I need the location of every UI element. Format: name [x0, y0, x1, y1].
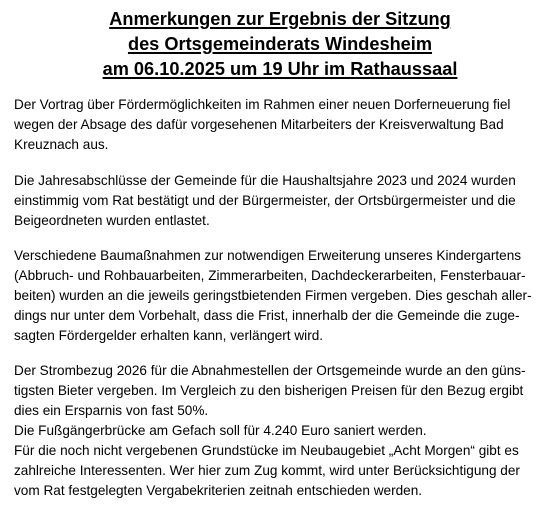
text-line: Kreuznach aus.	[14, 137, 109, 152]
text-line: dings nur unter dem Vorbehalt, dass die Frist, innerhalb der die Gemeinde die zuge-	[14, 308, 520, 323]
document-title	[0, 7, 560, 82]
text-line: Beigeordneten wurden entlastet.	[14, 213, 210, 228]
text-line: Der Strombezug 2026 für die Abnahmestellen der Ortsgemeinde wurde an den güns-	[14, 363, 526, 378]
text-line: Verschiedene Baumaßnahmen zur notwendigen Erweiterung unseres Kindergartens	[14, 248, 522, 263]
text-line: Die Fußgängerbrücke am Gefach soll für 4.240 Euro saniert werden.	[14, 423, 427, 438]
text-line: Der Vortrag über Fördermöglichkeiten im Rahmen einer neuen Dorferneuerung fiel	[14, 97, 511, 112]
title-line-1: Anmerkungen zur Ergebnis der Sitzung	[109, 9, 451, 29]
text-line: (Abbruch- und Rohbauarbeiten, Zimmerarbeiten, Dachdeckerarbeiten, Fensterbauar-	[14, 268, 526, 283]
text-line: beiten) wurden an die jeweils geringstbietenden Firmen vergeben. Dies geschah aller-	[14, 288, 532, 303]
text-line: dies ein Ersparnis von fast 50%.	[14, 403, 209, 418]
text-line: Für die noch nicht vergebenen Grundstücke im Neubaugebiet „Acht Morgen“ gibt es	[14, 443, 519, 458]
text-line: Die Jahresabschlüsse der Gemeinde für die Haushaltsjahre 2023 und 2024 wurden	[14, 173, 516, 188]
text-line: einstimmig vom Rat bestätigt und der Bürgermeister, der Ortsbürgermeister und die	[14, 193, 516, 208]
title-line-3: am 06.10.2025 um 19 Uhr im Rathaussaal	[102, 59, 458, 79]
title-line-2: des Ortsgemeinderats Windesheim	[127, 34, 433, 54]
text-line: vom Rat festgelegten Vergabekriterien zeitnah entschieden werden.	[14, 483, 423, 498]
text-line: zahlreiche Interessenten. Wer hier zum Zug kommt, wird unter Berücksichtigung der	[14, 463, 520, 478]
text-line: wegen der Absage des dafür vorgesehenen Mitarbeiters der Kreisverwaltung Bad	[14, 117, 504, 132]
text-line: sagten Fördergelder erhalten kann, verlängert wird.	[14, 328, 324, 343]
text-line: tigsten Bieter vergeben. Im Vergleich zu den bisherigen Preisen für den Bezug ergibt	[14, 383, 524, 398]
